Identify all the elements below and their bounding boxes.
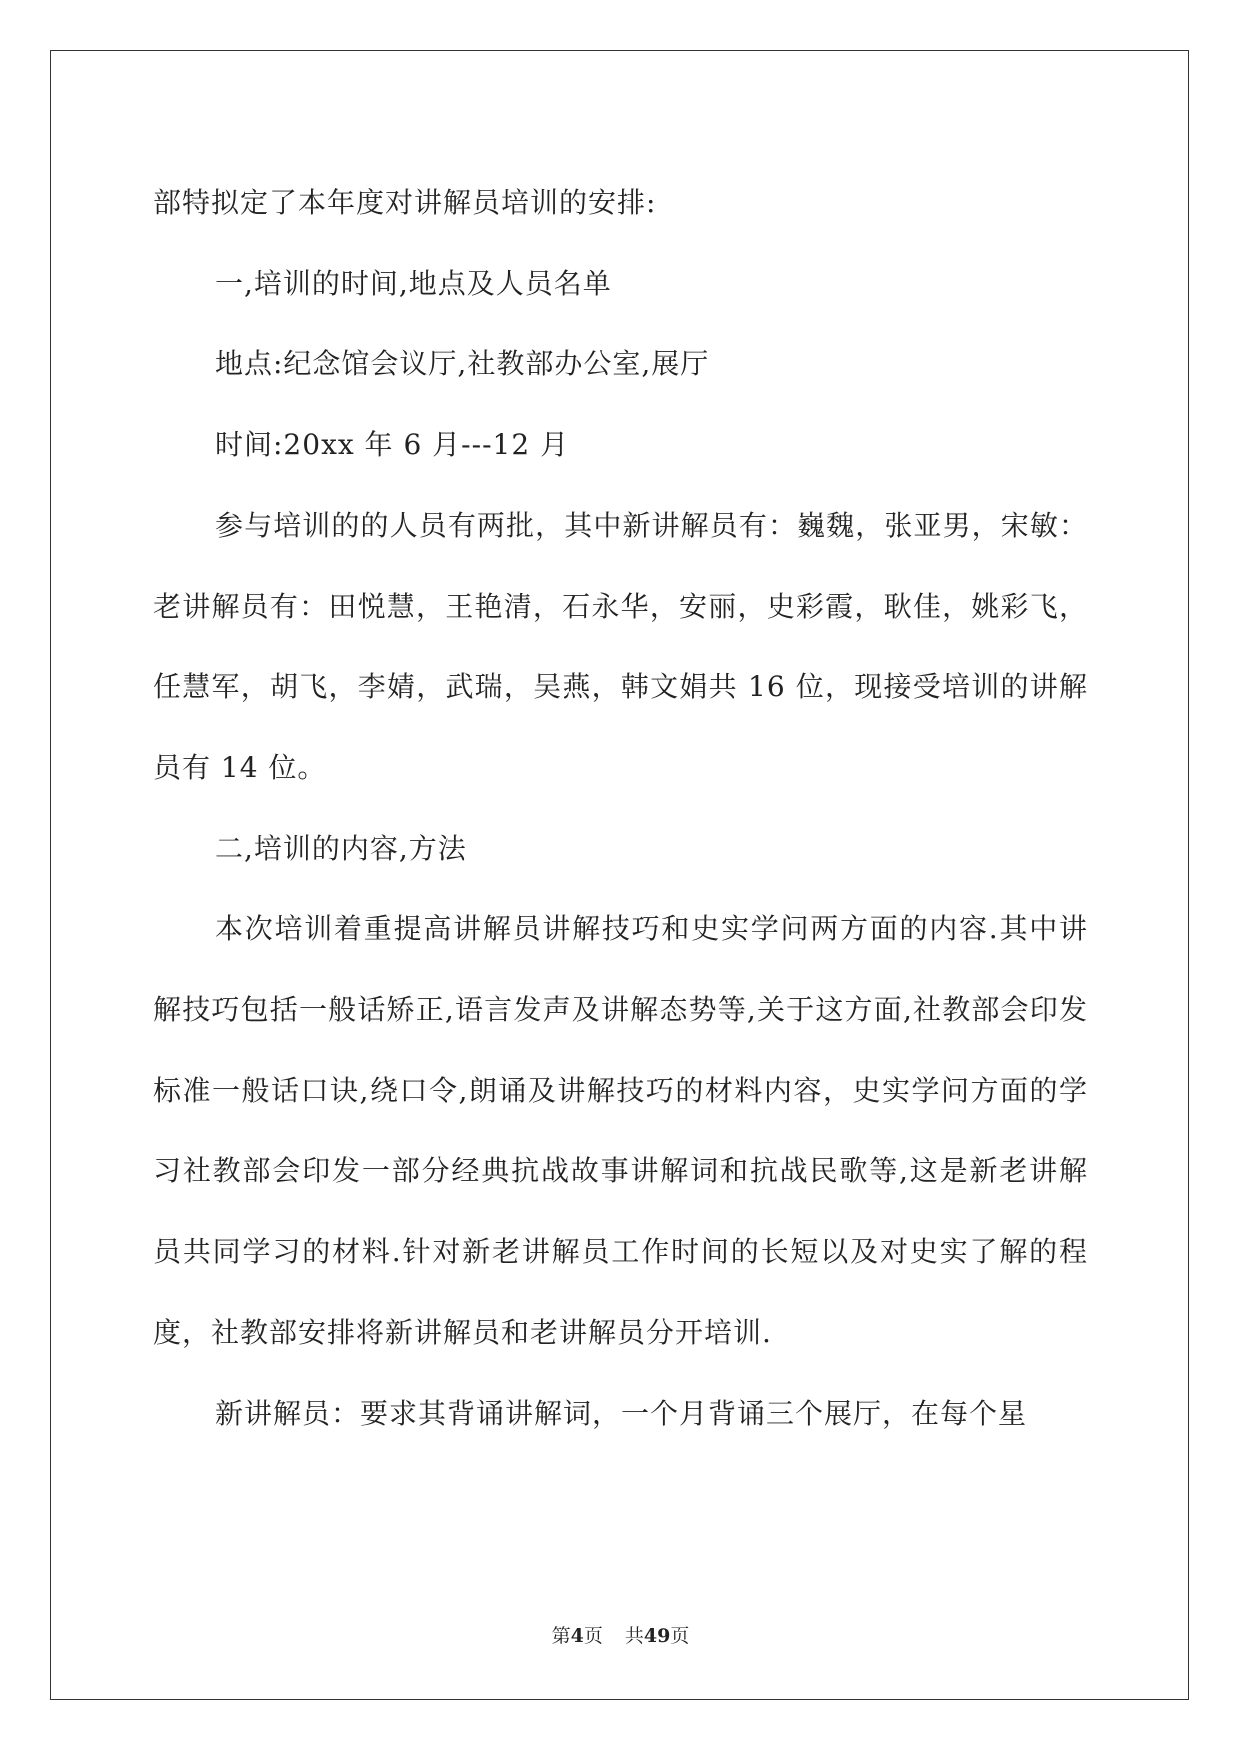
paragraph-1: 部特拟定了本年度对讲解员培训的安排: — [153, 186, 657, 219]
document-body — [153, 163, 1088, 1454]
page-footer — [0, 1624, 1241, 1648]
total-pages: 49 — [643, 1625, 671, 1647]
page-number: 4 — [570, 1625, 584, 1647]
section-heading-1: 一,培训的时间,地点及人员名单 — [215, 266, 612, 300]
total-suffix: 页 — [670, 1625, 690, 1647]
paragraph-participants: 参与培训的的人员有两批，其中新讲解员有：巍魏，张亚男，宋敏：老讲解员有：田悦慧，王艳清，石永华，安丽，史彩霞，耿佳，姚彩飞，任慧军，胡飞，李婧，武瑞，吴燕，韩文娟共 16 位，现接受培训的讲解员有 14 位。 — [153, 508, 1088, 784]
page-prefix: 第 — [551, 1625, 571, 1647]
paragraph-new-guides: 新讲解员：要求其背诵讲解词，一个月背诵三个展厅，在每个星 — [215, 1396, 1028, 1430]
section-heading-2: 二,培训的内容,方法 — [215, 831, 467, 865]
total-prefix: 共 — [624, 1625, 644, 1647]
paragraph-content-method: 本次培训着重提高讲解员讲解技巧和史实学问两方面的内容.其中讲解技巧包括一般话矫正,语言发声及讲解态势等,关于这方面,社教部会印发标准一般话口诀,绕口令,朗诵及讲解技巧的材料内容，史实学问方面的学习社教部会印发一部分经典抗战故事讲解词和抗战民歌等,这是新老讲解员共同学习的材料.针对新老讲解员工作时间的长短以及对史实了解的程度，社教部安排将新讲解员和老讲解员分开培训. — [153, 912, 1088, 1349]
page-suffix: 页 — [583, 1625, 603, 1647]
paragraph-location: 地点:纪念馆会议厅,社教部办公室,展厅 — [215, 347, 710, 381]
paragraph-time: 时间:20xx 年 6 月---12 月 — [215, 428, 570, 462]
